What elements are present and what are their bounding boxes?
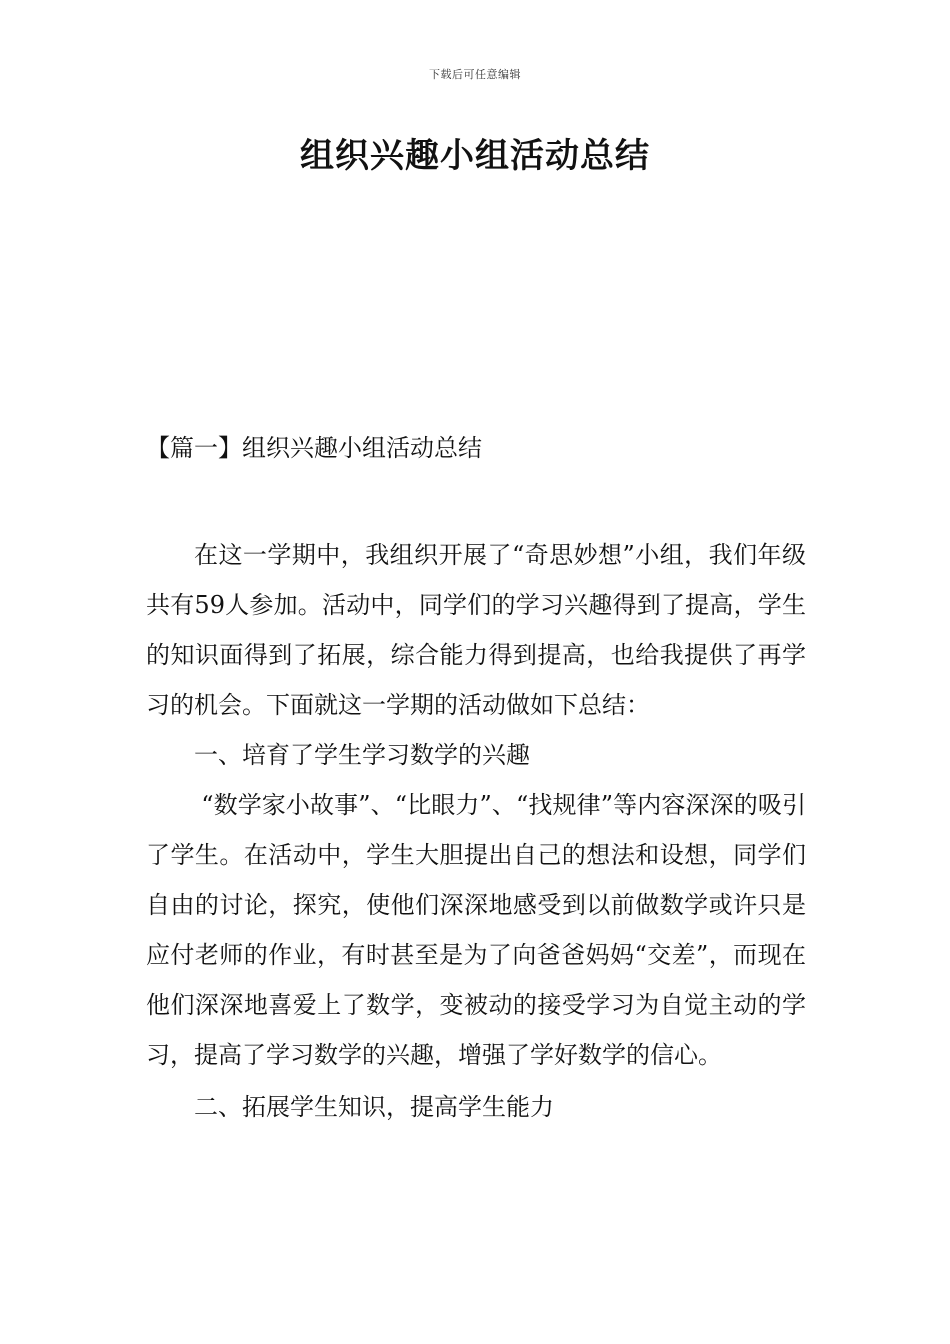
- subheading-knowledge: 二、拓展学生知识，提高学生能力: [194, 1093, 554, 1121]
- section-heading: 【篇一】组织兴趣小组活动总结: [146, 434, 482, 462]
- document-title: 组织兴趣小组活动总结: [300, 136, 650, 176]
- document-body: [146, 530, 806, 1132]
- paragraph-interest: “数学家小故事”、“比眼力”、“找规律”等内容深深的吸引了学生。在活动中，学生大胆提出自己的想法和设想，同学们自由的讨论，探究，使他们深深地感受到以前做数学或许只是应付老师的作业，有时甚至是为了向爸爸妈妈“交差”，而现在他们深深地喜爱上了数学，变被动的接受学习为自觉主动的学习，提高了学习数学的兴趣，增强了学好数学的信心。: [146, 791, 806, 1069]
- paragraph-intro: 在这一学期中，我组织开展了“奇思妙想”小组，我们年级共有59人参加。活动中，同学们的学习兴趣得到了提高，学生的知识面得到了拓展，综合能力得到提高，也给我提供了再学习的机会。下面就这一学期的活动做如下总结：: [146, 541, 806, 719]
- page-header-note: 下载后可任意编辑: [429, 68, 521, 81]
- subheading-interest: 一、培育了学生学习数学的兴趣: [194, 741, 530, 769]
